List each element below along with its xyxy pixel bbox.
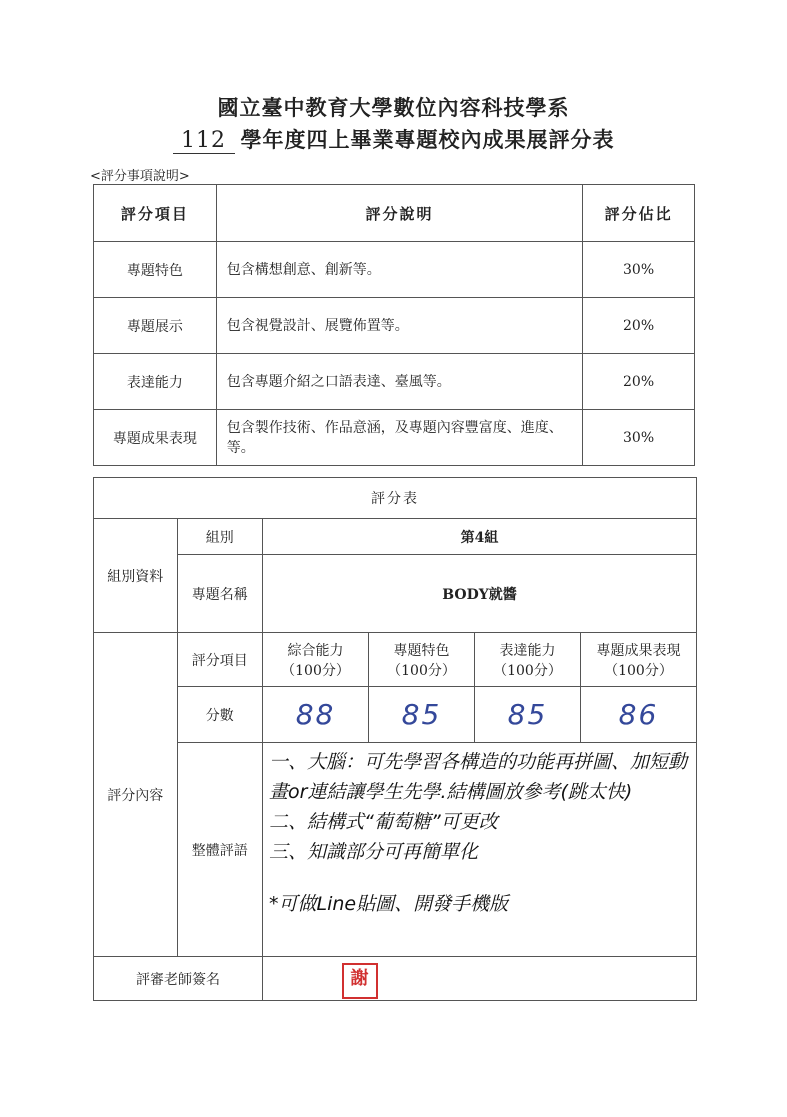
category-header xyxy=(369,633,475,687)
academic-year: 112 xyxy=(173,128,235,154)
comment-line: 一、大腦：可先學習各構造的功能再拼圖、加短動 xyxy=(269,751,688,773)
criteria-row xyxy=(94,298,695,354)
category-max: （100分） xyxy=(604,662,673,679)
comment-line: 畫or連結讓學生先學.結構圖放參考(跳太快) xyxy=(269,781,633,803)
score-value: 85 xyxy=(369,687,475,743)
comment-line: *可做Line貼圖、開發手機版 xyxy=(269,893,509,915)
form-title xyxy=(0,124,787,154)
group-label: 組別 xyxy=(177,519,263,555)
category-name: 綜合能力 xyxy=(287,642,344,659)
criteria-desc: 包含專題介紹之口語表達、臺風等。 xyxy=(216,354,582,410)
criteria-pct: 30% xyxy=(583,242,695,298)
project-name-value: BODY就醬 xyxy=(263,555,697,633)
criteria-header-desc: 評分說明 xyxy=(216,185,582,242)
score-value: 88 xyxy=(263,687,369,743)
department-title: 國立臺中教育大學數位內容科技學系 xyxy=(217,95,570,120)
comment-line: 二、結構式“葡萄糖”可更改 xyxy=(269,811,498,833)
criteria-pct: 20% xyxy=(583,298,695,354)
items-label: 評分項目 xyxy=(177,633,263,687)
criteria-row xyxy=(94,410,695,466)
comment-line: 三、知識部分可再簡單化 xyxy=(269,841,479,863)
signature-cell xyxy=(263,957,697,1001)
criteria-row xyxy=(94,242,695,298)
category-max: （100分） xyxy=(493,662,562,679)
score-value: 85 xyxy=(474,687,580,743)
group-info-label: 組別資料 xyxy=(94,519,178,633)
form-title-text: 學年度四上畢業專題校內成果展評分表 xyxy=(240,127,615,152)
category-header xyxy=(263,633,369,687)
criteria-note: <評分事項說明> xyxy=(90,169,190,184)
criteria-pct: 30% xyxy=(583,410,695,466)
criteria-header-pct: 評分佔比 xyxy=(583,185,695,242)
category-max: （100分） xyxy=(387,662,456,679)
criteria-desc: 包含視覺設計、展覽佈置等。 xyxy=(216,298,582,354)
category-max: （100分） xyxy=(281,662,350,679)
signature-seal xyxy=(342,963,378,999)
criteria-table xyxy=(93,184,695,466)
criteria-row xyxy=(94,354,695,410)
category-name: 表達能力 xyxy=(499,642,556,659)
seal-char: 謝 xyxy=(350,967,369,989)
category-header xyxy=(580,633,696,687)
criteria-header-row xyxy=(94,185,695,242)
criteria-desc: 包含製作技術、作品意涵，及專題內容豐富度、進度、等。 xyxy=(216,410,582,466)
criteria-item: 專題特色 xyxy=(94,242,217,298)
category-header xyxy=(474,633,580,687)
score-table xyxy=(93,477,697,1001)
score-value: 86 xyxy=(580,687,696,743)
project-name-label: 專題名稱 xyxy=(177,555,263,633)
criteria-item: 專題成果表現 xyxy=(94,410,217,466)
criteria-item: 專題展示 xyxy=(94,298,217,354)
signature-label: 評審老師簽名 xyxy=(94,957,263,1001)
criteria-desc: 包含構想創意、創新等。 xyxy=(216,242,582,298)
comment-box xyxy=(263,743,697,957)
score-label: 分數 xyxy=(177,687,263,743)
criteria-item: 表達能力 xyxy=(94,354,217,410)
criteria-pct: 20% xyxy=(583,354,695,410)
comment-label: 整體評語 xyxy=(177,743,263,957)
content-label: 評分內容 xyxy=(94,633,178,957)
score-table-title: 評分表 xyxy=(94,478,697,519)
criteria-header-item: 評分項目 xyxy=(94,185,217,242)
category-name: 專題特色 xyxy=(393,642,450,659)
group-value: 第4組 xyxy=(263,519,697,555)
category-name: 專題成果表現 xyxy=(596,642,681,659)
